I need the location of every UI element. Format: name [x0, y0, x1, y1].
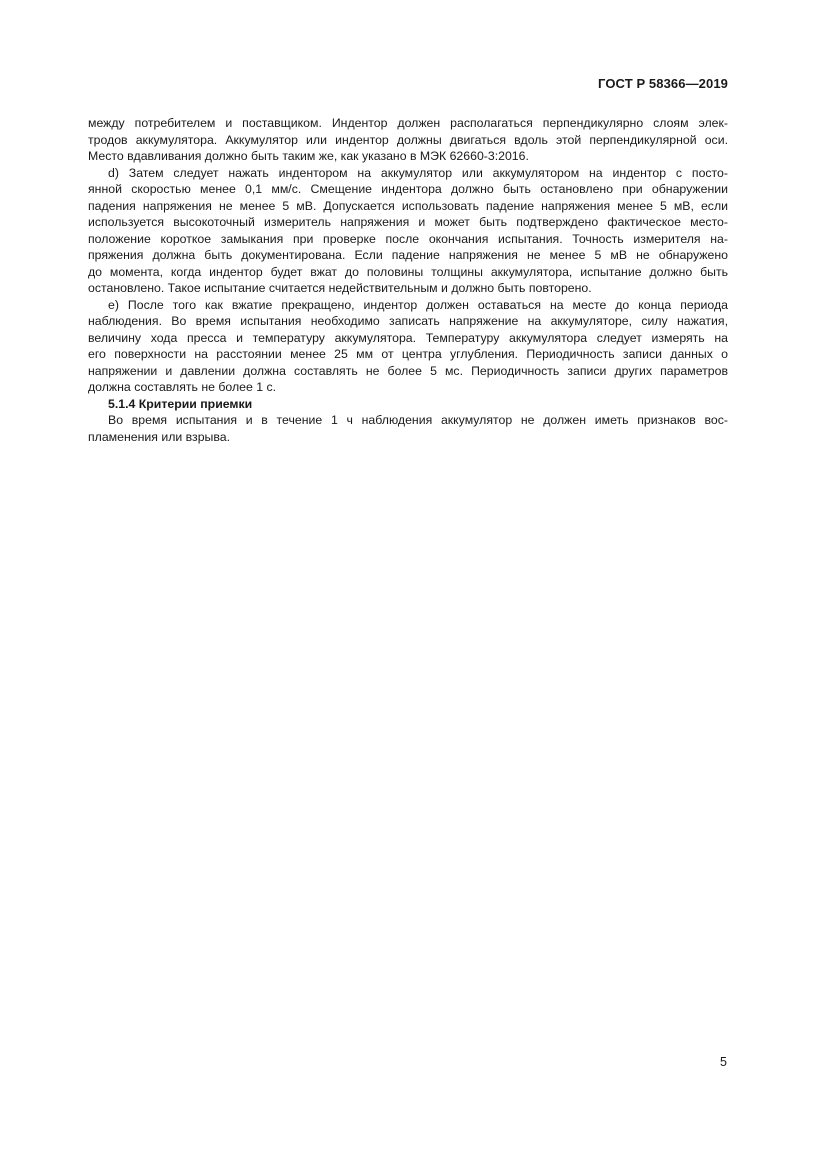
body-line: остановлено. Такое испытание считается недействительным и должно быть повторено.: [88, 281, 592, 295]
body-line: падения напряжения не менее 5 мВ. Допускается использовать падение напряжения менее 5 мВ, если: [88, 198, 728, 213]
body-line: наблюдения. Во время испытания необходимо записать напряжение на аккумуляторе, силу нажатия,: [88, 314, 728, 328]
body-line: тродов аккумулятора. Аккумулятор или индентор должны двигаться вдоль этой перпендикулярной оси.: [88, 132, 728, 147]
body-line: используется высокоточный измеритель напряжения и может быть подтверждено фактическое место-: [88, 215, 728, 229]
body-line: до момента, когда индентор будет вжат до половины толщины аккумулятора, испытание должно быть: [88, 264, 728, 279]
body-line: должна составлять не более 1 с.: [88, 380, 277, 394]
body-line: пряжения должна быть документирована. Если падение напряжения не менее 5 мВ не обнаружено: [88, 248, 728, 262]
body-line: его поверхности на расстоянии менее 25 мм от центра углубления. Периодичность записи данных о: [88, 347, 728, 361]
document-header: ГОСТ Р 58366—2019: [598, 76, 728, 91]
body-line: положение короткое замыкания при проверке после окончания испытания. Точность измерителя на-: [88, 231, 728, 246]
body-line: напряжении и давлении должна составлять не более 5 мс. Периодичность записи других параметров: [88, 363, 728, 378]
document-body: [88, 115, 728, 445]
body-line: d) Затем следует нажать индентором на аккумулятор или аккумулятором на индентор с посто-: [108, 165, 728, 180]
body-line: пламенения или взрыва.: [88, 429, 231, 444]
page-number: 5: [720, 1055, 727, 1069]
body-line: е) После того как вжатие прекращено, индентор должен оставаться на месте до конца периода: [108, 297, 728, 312]
body-line: янной скоростью менее 0,1 мм/с. Смещение индентора должно быть остановлено при обнаружении: [88, 182, 728, 196]
body-line: между потребителем и поставщиком. Индентор должен располагаться перпендикулярно слоям элек-: [88, 116, 728, 130]
body-line: Во время испытания и в течение 1 ч наблюдения аккумулятор не должен иметь признаков вос-: [108, 413, 728, 427]
body-line: Место вдавливания должно быть таким же, как указано в МЭК 62660-3:2016.: [88, 149, 529, 163]
body-line: величину хода пресса и температуру аккумулятора. Температуру аккумулятора следует измерять на: [88, 330, 728, 345]
section-heading: 5.1.4 Критерии приемки: [108, 396, 253, 411]
